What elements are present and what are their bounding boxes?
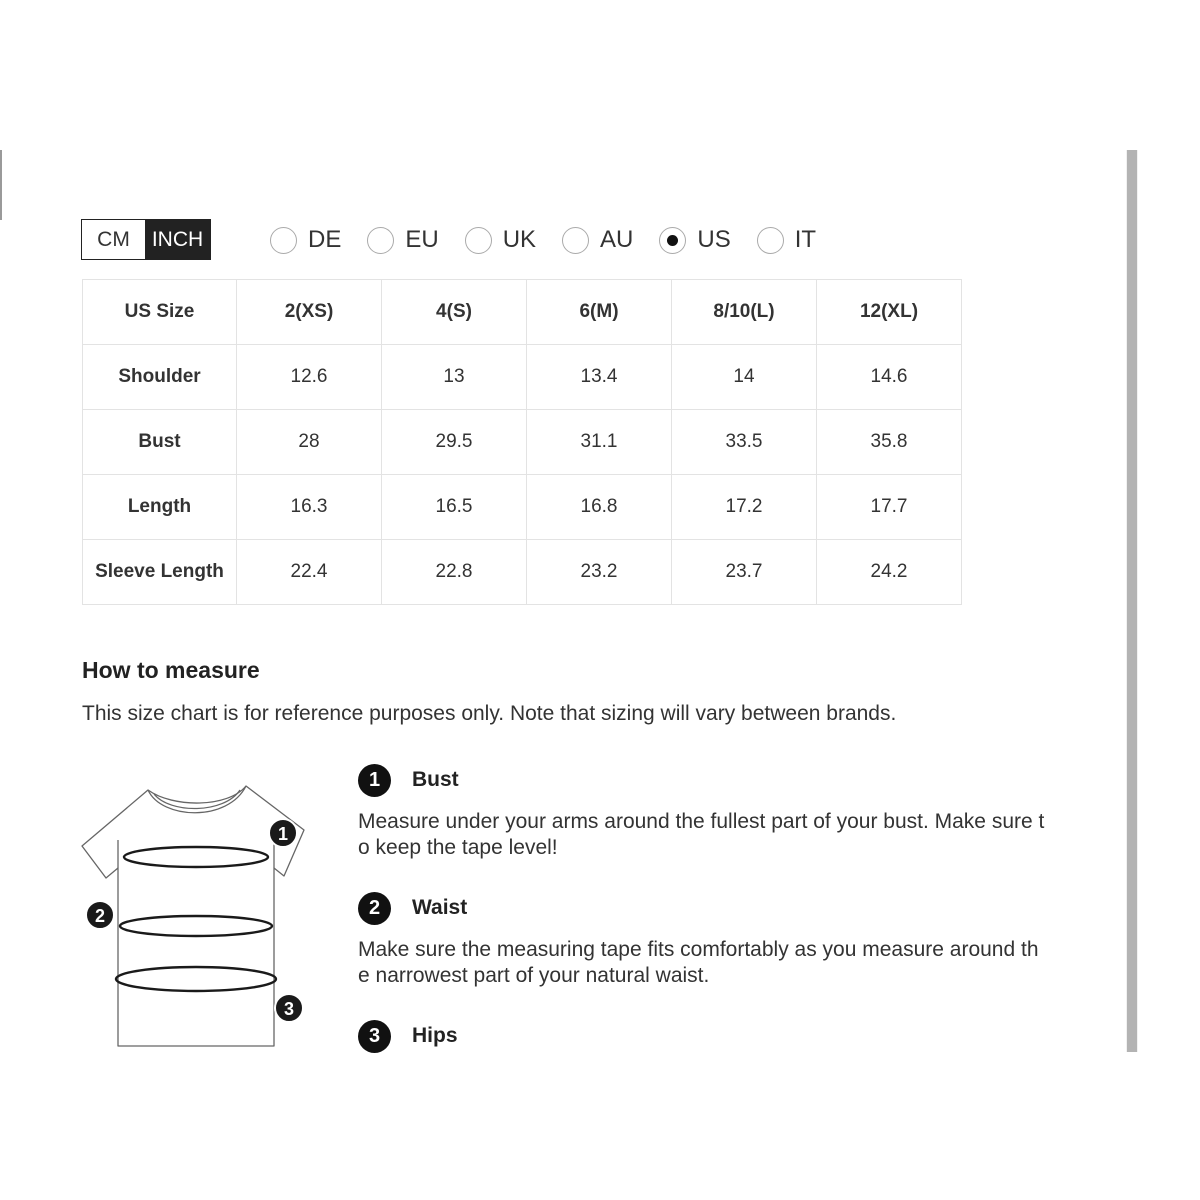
unit-toggle <box>81 219 211 260</box>
region-label-us: US <box>697 226 731 253</box>
table-cell: 17.2 <box>672 475 817 540</box>
size-region-selector <box>270 224 842 256</box>
step-number-icon: 3 <box>358 1020 391 1053</box>
step-description: Measure under your arms around the fullest part of your bust. Make sure to keep the tape level! <box>358 810 1045 859</box>
left-edge-divider <box>0 150 2 220</box>
table-header-row <box>83 280 962 345</box>
region-label-au: AU <box>600 226 634 253</box>
table-row <box>83 410 962 475</box>
region-option-de[interactable] <box>270 226 341 254</box>
radio-eu[interactable] <box>367 227 394 254</box>
row-label: Sleeve Length <box>83 540 237 605</box>
step-bust <box>358 764 1048 861</box>
marker-2-label: 2 <box>94 906 106 926</box>
marker-1-icon <box>269 819 297 847</box>
header-cell: 6(M) <box>527 280 672 345</box>
region-label-it: IT <box>794 226 817 253</box>
table-cell: 28 <box>237 410 382 475</box>
header-cell: 12(XL) <box>817 280 962 345</box>
row-label: Length <box>83 475 237 540</box>
unit-cm-button[interactable]: CM <box>82 220 145 259</box>
step-title: Hips <box>412 1024 458 1047</box>
step-number-icon: 2 <box>358 892 391 925</box>
header-cell: 4(S) <box>382 280 527 345</box>
tshirt-measure-diagram <box>78 780 318 1055</box>
table-cell: 12.6 <box>237 345 382 410</box>
unit-inch-button[interactable]: INCH <box>145 220 210 259</box>
marker-3-icon <box>275 994 303 1022</box>
region-label-uk: UK <box>502 226 537 253</box>
step-waist <box>358 892 1048 989</box>
table-cell: 35.8 <box>817 410 962 475</box>
region-option-uk[interactable] <box>465 226 536 254</box>
header-cell: 8/10(L) <box>672 280 817 345</box>
table-cell: 16.3 <box>237 475 382 540</box>
measure-steps <box>358 764 1048 1052</box>
radio-it[interactable] <box>757 227 784 254</box>
table-cell: 31.1 <box>527 410 672 475</box>
table-row <box>83 540 962 605</box>
table-cell: 13.4 <box>527 345 672 410</box>
table-cell: 16.8 <box>527 475 672 540</box>
step-description: Make sure the measuring tape fits comfortably as you measure around the narrowest part of your natural waist. <box>358 938 1039 987</box>
table-cell: 14 <box>672 345 817 410</box>
marker-3-label: 3 <box>283 999 295 1019</box>
row-label: Bust <box>83 410 237 475</box>
marker-1-label: 1 <box>277 824 289 844</box>
region-option-it[interactable] <box>757 226 816 254</box>
size-chart-table <box>82 279 962 605</box>
table-cell: 13 <box>382 345 527 410</box>
header-cell: 2(XS) <box>237 280 382 345</box>
scrollbar[interactable] <box>1126 150 1138 1052</box>
table-cell: 24.2 <box>817 540 962 605</box>
how-to-measure-title: How to measure <box>82 657 260 683</box>
radio-au[interactable] <box>562 227 589 254</box>
table-cell: 16.5 <box>382 475 527 540</box>
region-option-eu[interactable] <box>367 226 438 254</box>
radio-uk[interactable] <box>465 227 492 254</box>
region-label-eu: EU <box>405 226 439 253</box>
table-cell: 23.2 <box>527 540 672 605</box>
table-cell: 29.5 <box>382 410 527 475</box>
table-cell: 17.7 <box>817 475 962 540</box>
radio-de[interactable] <box>270 227 297 254</box>
table-cell: 14.6 <box>817 345 962 410</box>
table-row <box>83 475 962 540</box>
table-cell: 33.5 <box>672 410 817 475</box>
region-option-au[interactable] <box>562 226 633 254</box>
table-cell: 22.4 <box>237 540 382 605</box>
step-title: Waist <box>412 896 468 919</box>
table-cell: 23.7 <box>672 540 817 605</box>
table-row <box>83 345 962 410</box>
radio-us[interactable] <box>659 227 686 254</box>
size-disclaimer: This size chart is for reference purposes only. Note that sizing will vary between brands. <box>82 702 897 725</box>
step-hips <box>358 1020 1048 1052</box>
scrollbar-thumb[interactable] <box>1127 150 1137 1052</box>
marker-2-icon <box>86 901 114 929</box>
region-option-us[interactable] <box>659 226 730 254</box>
row-label: Shoulder <box>83 345 237 410</box>
table-cell: 22.8 <box>382 540 527 605</box>
step-title: Bust <box>412 768 459 791</box>
step-number-icon: 1 <box>358 764 391 797</box>
header-cell: US Size <box>83 280 237 345</box>
region-label-de: DE <box>308 226 342 253</box>
